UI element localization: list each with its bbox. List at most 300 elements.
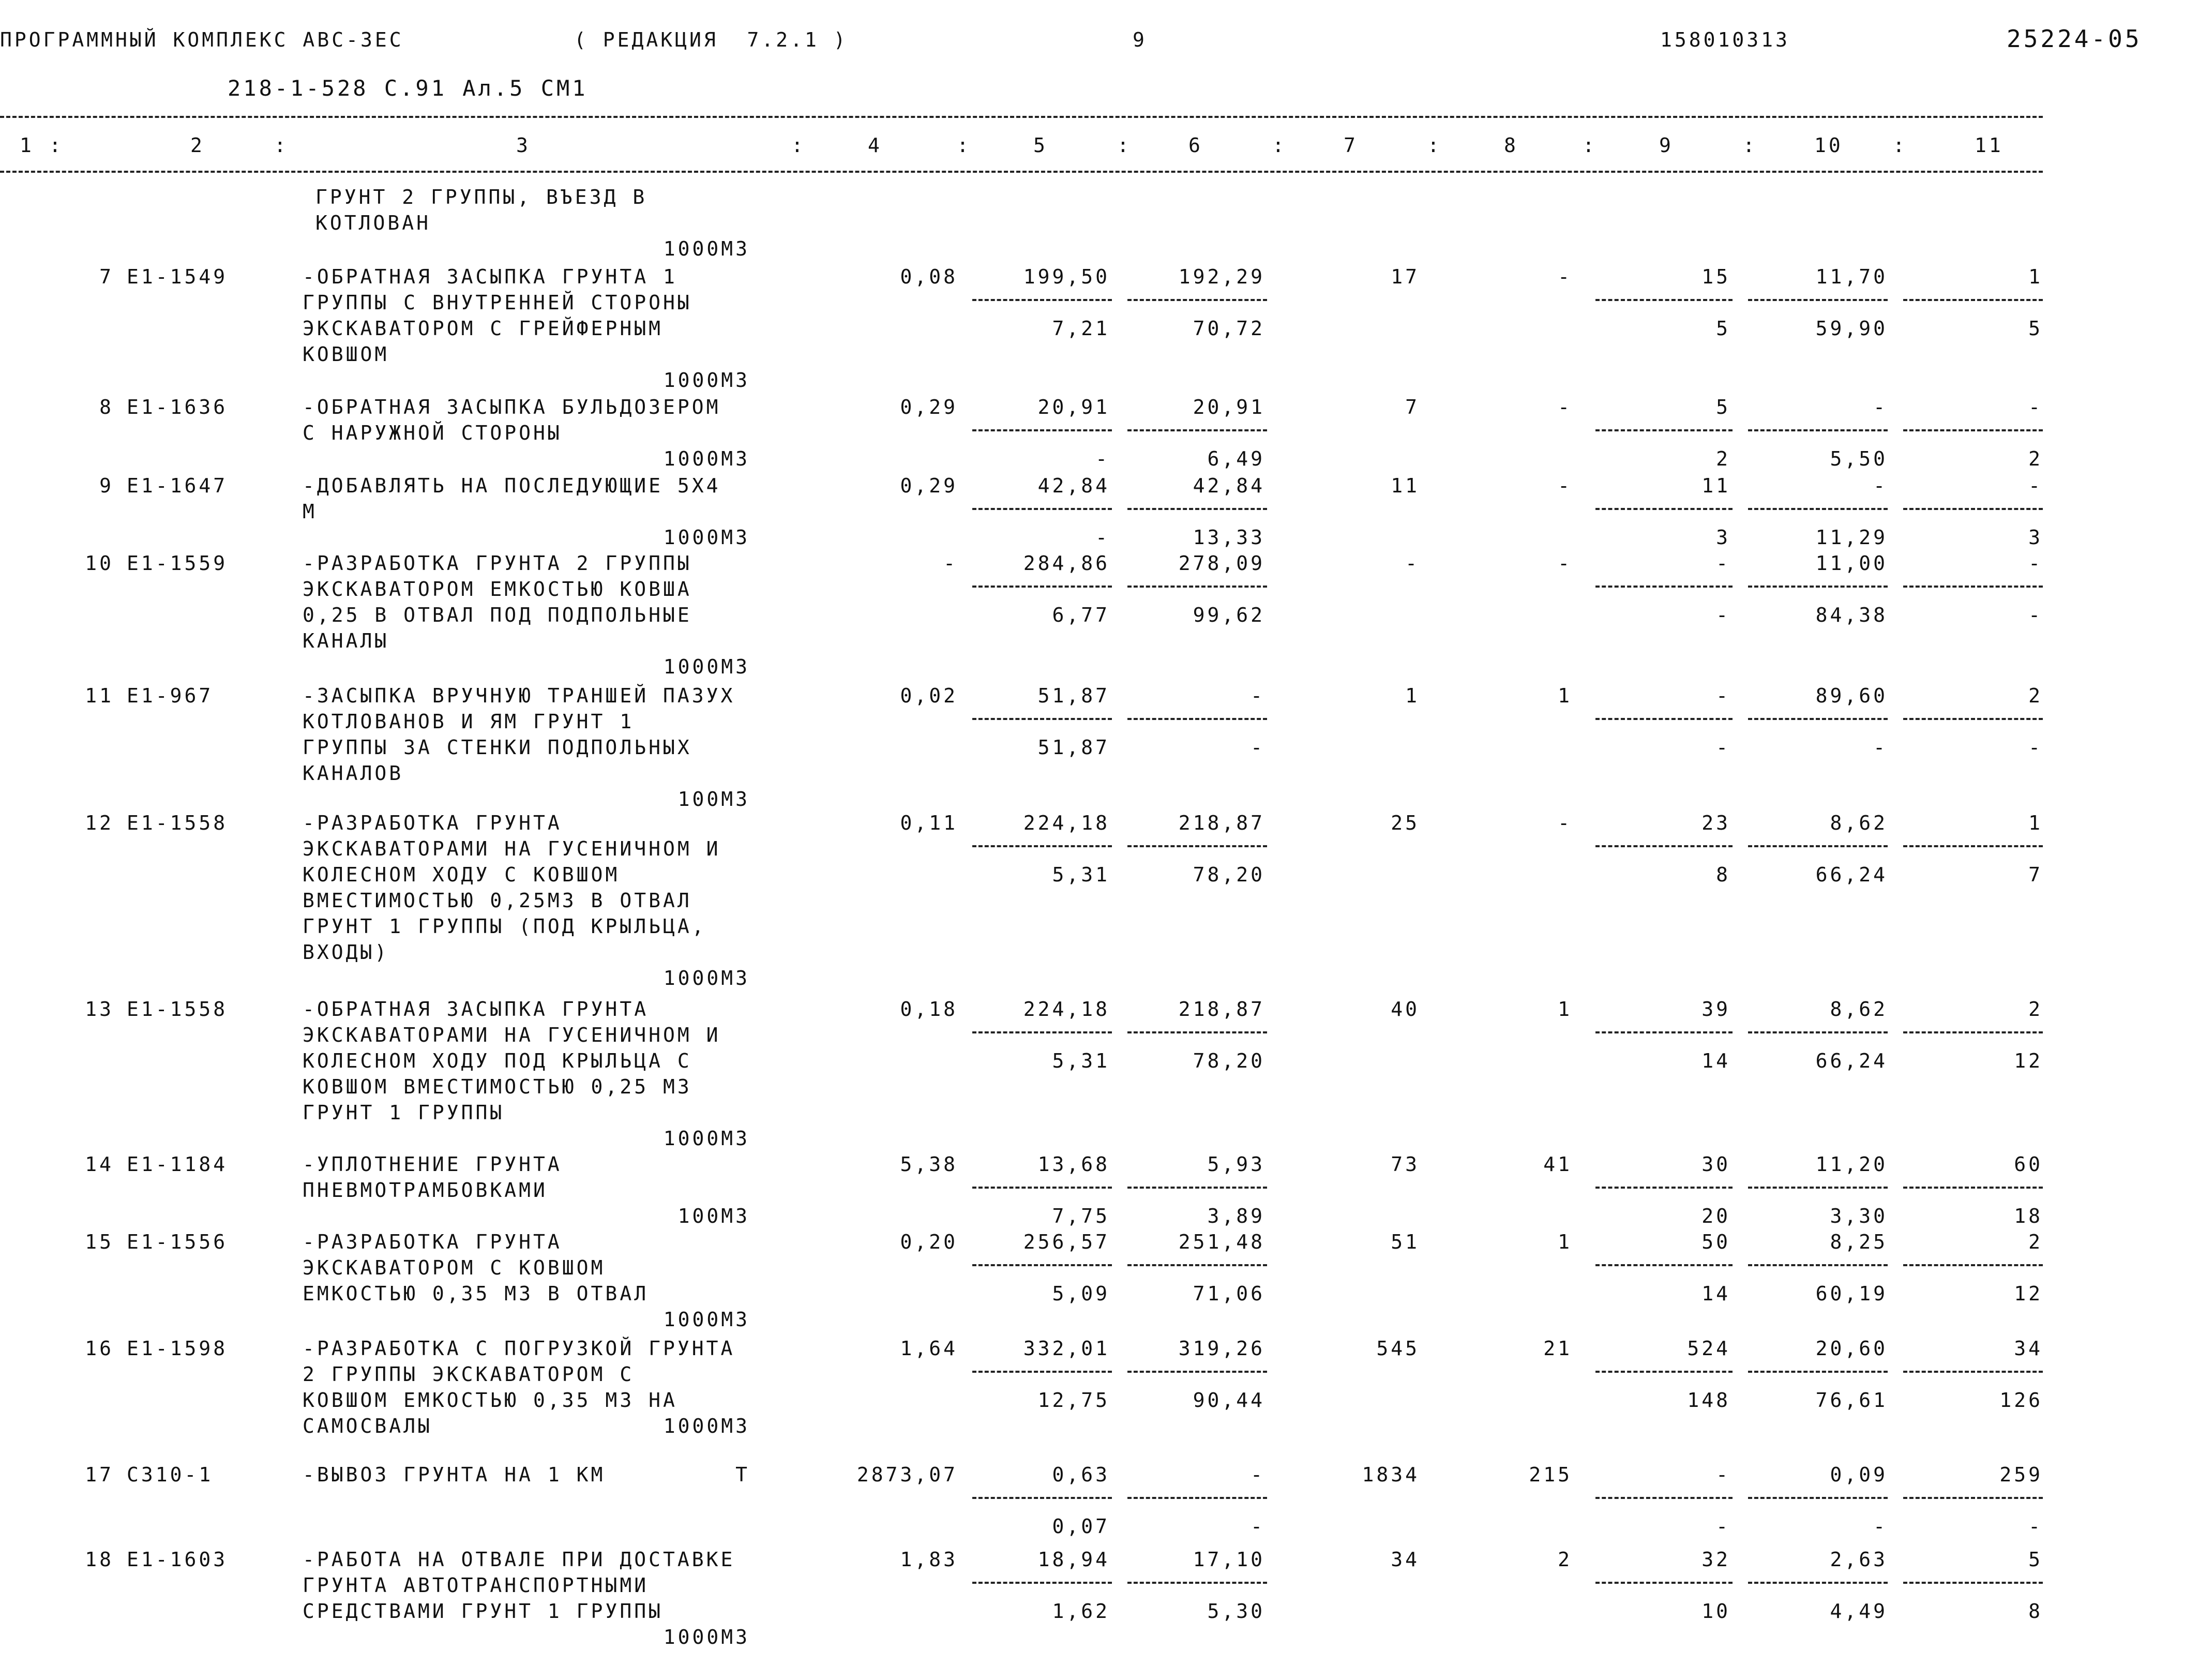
- cell-c6b: 5,30: [1207, 1600, 1265, 1623]
- cell-c11: 2: [2028, 1231, 2043, 1253]
- cell-c4: 5,38: [900, 1153, 958, 1176]
- program-title: ПРОГРАММНЫЙ КОМПЛЕКС АВС-ЗЕС: [0, 28, 404, 51]
- row-number: 18: [85, 1548, 114, 1571]
- preamble-line-2: КОТЛОВАН: [315, 212, 431, 234]
- cell-c9b: -: [1716, 1515, 1730, 1538]
- cell-c4: 2873,07: [856, 1463, 958, 1486]
- subtotal-dash: [1595, 845, 1733, 847]
- cell-c10: 8,62: [1830, 998, 1888, 1021]
- cell-c8: -: [1558, 474, 1572, 497]
- cell-c9b: 20: [1701, 1205, 1730, 1227]
- subtotal-dash: [1903, 1497, 2043, 1499]
- cell-c5b: 7,75: [1052, 1205, 1110, 1227]
- description-line: -ОБРАТНАЯ ЗАСЫПКА БУЛЬДОЗЕРОМ: [303, 396, 721, 418]
- cell-c11: -: [2028, 552, 2043, 575]
- row-number: 13: [85, 998, 114, 1021]
- cell-c7: 40: [1391, 998, 1420, 1021]
- page-number: 9: [1133, 28, 1147, 51]
- cell-c8: 21: [1543, 1337, 1572, 1360]
- cell-c6: -: [1251, 684, 1265, 707]
- cell-c11b: -: [2028, 604, 2043, 626]
- description-line: КОЛЕСНОМ ХОДУ ПОД КРЫЛЬЦА С: [303, 1049, 692, 1072]
- price-code: Е1-1603: [127, 1548, 228, 1571]
- description-line: -РАЗРАБОТКА ГРУНТА 2 ГРУППЫ: [303, 552, 692, 575]
- unit-label: 100М3: [677, 1205, 750, 1227]
- cell-c4: 0,20: [900, 1231, 958, 1253]
- cell-c11: 34: [2014, 1337, 2043, 1360]
- subtotal-dash: [1127, 845, 1267, 847]
- cell-c6: 251,48: [1178, 1231, 1265, 1253]
- cell-c10: 89,60: [1815, 684, 1888, 707]
- cell-c7: 25: [1391, 812, 1420, 834]
- description-line: КОВШОМ ВМЕСТИМОСТЬЮ 0,25 М3: [303, 1075, 692, 1098]
- subtotal-dash: [972, 586, 1112, 588]
- cell-c7: 17: [1391, 265, 1420, 288]
- description-line: ЭКСКАВАТОРОМ ЕМКОСТЬЮ КОВША: [303, 578, 692, 601]
- cell-c6b: 13,33: [1193, 526, 1265, 549]
- unit-label: Т: [735, 1463, 750, 1486]
- subtotal-dash: [1748, 429, 1888, 431]
- cell-c6: 218,87: [1178, 812, 1265, 834]
- column-header-4: 4: [868, 134, 882, 157]
- column-separator: :: [49, 134, 64, 157]
- unit-label: 1000М3: [663, 655, 750, 678]
- subtotal-dash: [1595, 1187, 1733, 1189]
- subtotal-dash: [1903, 1031, 2043, 1033]
- cell-c5: 0,63: [1052, 1463, 1110, 1486]
- cell-c9: 524: [1687, 1337, 1730, 1360]
- cell-c5: 18,94: [1037, 1548, 1110, 1571]
- description-line: ЭКСКАВАТОРАМИ НА ГУСЕНИЧНОМ И: [303, 837, 721, 860]
- description-line: -УПЛОТНЕНИЕ ГРУНТА: [303, 1153, 562, 1176]
- cell-c6b: -: [1251, 736, 1265, 759]
- row-number: 11: [85, 684, 114, 707]
- cell-c8: -: [1558, 396, 1572, 418]
- row-number: 10: [85, 552, 114, 575]
- cell-c4: 1,83: [900, 1548, 958, 1571]
- subtotal-dash: [1595, 1497, 1733, 1499]
- subtotal-dash: [1748, 1497, 1888, 1499]
- cell-c5: 332,01: [1023, 1337, 1110, 1360]
- cell-c5b: 7,21: [1052, 317, 1110, 340]
- subtotal-dash: [1748, 1187, 1888, 1189]
- header-rule-top: [0, 116, 2043, 118]
- subtotal-dash: [1748, 508, 1888, 510]
- cell-c11: 60: [2014, 1153, 2043, 1176]
- cell-c5: 199,50: [1023, 265, 1110, 288]
- unit-label: 1000М3: [663, 1415, 750, 1437]
- cell-c8: 1: [1558, 998, 1572, 1021]
- cell-c4: 0,08: [900, 265, 958, 288]
- cell-c7: 34: [1391, 1548, 1420, 1571]
- subtotal-dash: [1595, 1582, 1733, 1584]
- subtotal-dash: [972, 1187, 1112, 1189]
- cell-c11: 259: [1999, 1463, 2043, 1486]
- subtotal-dash: [972, 1031, 1112, 1033]
- cell-c10b: 5,50: [1830, 447, 1888, 470]
- cell-c11b: 126: [1999, 1389, 2043, 1412]
- subtotal-dash: [1748, 1031, 1888, 1033]
- cell-c6b: 3,89: [1207, 1205, 1265, 1227]
- cell-c11: 2: [2028, 998, 2043, 1021]
- cell-c9: -: [1716, 1463, 1730, 1486]
- subtotal-dash: [1127, 299, 1267, 301]
- description-line: С НАРУЖНОЙ СТОРОНЫ: [303, 422, 562, 444]
- price-code: Е1-967: [127, 684, 214, 707]
- column-header-9: 9: [1659, 134, 1674, 157]
- description-line: -ОБРАТНАЯ ЗАСЫПКА ГРУНТА 1: [303, 265, 677, 288]
- description-line: КОВШОМ: [303, 343, 389, 366]
- unit-label: 1000М3: [663, 1626, 750, 1648]
- price-code: Е1-1556: [127, 1231, 228, 1253]
- cell-c7: 1834: [1362, 1463, 1420, 1486]
- price-code: С310-1: [127, 1463, 214, 1486]
- cell-c5: 224,18: [1023, 998, 1110, 1021]
- subtotal-dash: [1127, 508, 1267, 510]
- column-header-3: 3: [516, 134, 531, 157]
- cell-c9: -: [1716, 684, 1730, 707]
- cell-c6b: 78,20: [1193, 1049, 1265, 1072]
- column-header-11: 11: [1975, 134, 2004, 157]
- unit-label: 100М3: [677, 788, 750, 811]
- price-code: Е1-1598: [127, 1337, 228, 1360]
- description-line: ВМЕСТИМОСТЬЮ 0,25М3 В ОТВАЛ: [303, 889, 692, 912]
- cell-c9: 30: [1701, 1153, 1730, 1176]
- cell-c11: 2: [2028, 684, 2043, 707]
- cell-c9b: 3: [1716, 526, 1730, 549]
- row-number: 12: [85, 812, 114, 834]
- description-line: -РАЗРАБОТКА ГРУНТА: [303, 812, 562, 834]
- unit-label: 1000М3: [663, 526, 750, 549]
- cell-c9: 5: [1716, 396, 1730, 418]
- cell-c4: 1,64: [900, 1337, 958, 1360]
- cell-c4: -: [943, 552, 958, 575]
- cell-c11b: 5: [2028, 317, 2043, 340]
- row-number: 17: [85, 1463, 114, 1486]
- cell-c10: 8,62: [1830, 812, 1888, 834]
- unit-label: 1000М3: [663, 369, 750, 392]
- price-code: Е1-1558: [127, 998, 228, 1021]
- column-header-2: 2: [190, 134, 205, 157]
- cell-c6: 17,10: [1193, 1548, 1265, 1571]
- price-code: Е1-1559: [127, 552, 228, 575]
- column-separator: :: [1117, 134, 1132, 157]
- subtotal-dash: [1903, 508, 2043, 510]
- cell-c5b: 12,75: [1037, 1389, 1110, 1412]
- column-header-5: 5: [1033, 134, 1048, 157]
- description-line: М: [303, 500, 317, 523]
- cell-c9b: 14: [1701, 1282, 1730, 1305]
- cell-c5b: -: [1095, 526, 1110, 549]
- cell-c6b: 90,44: [1193, 1389, 1265, 1412]
- subtotal-dash: [1595, 1264, 1733, 1266]
- cell-c10b: 66,24: [1815, 863, 1888, 886]
- subtotal-dash: [1903, 1187, 2043, 1189]
- subtotal-dash: [1127, 1264, 1267, 1266]
- subtotal-dash: [1595, 429, 1733, 431]
- price-code: Е1-1558: [127, 812, 228, 834]
- subtotal-dash: [972, 1582, 1112, 1584]
- subtotal-dash: [972, 1371, 1112, 1373]
- cell-c5b: 5,31: [1052, 863, 1110, 886]
- column-separator: :: [1893, 134, 1907, 157]
- subtotal-dash: [1748, 1371, 1888, 1373]
- document-code: 158010313: [1660, 28, 1790, 51]
- column-separator: :: [1583, 134, 1597, 157]
- cell-c5b: 0,07: [1052, 1515, 1110, 1538]
- cell-c10b: 66,24: [1815, 1049, 1888, 1072]
- row-number: 7: [99, 265, 114, 288]
- description-line: -ЗАСЫПКА ВРУЧНУЮ ТРАНШЕЙ ПАЗУХ: [303, 684, 735, 707]
- description-line: 0,25 В ОТВАЛ ПОД ПОДПОЛЬНЫЕ: [303, 604, 692, 626]
- header-rule-bottom: [0, 171, 2043, 173]
- price-code: Е1-1184: [127, 1153, 228, 1176]
- cell-c9: 32: [1701, 1548, 1730, 1571]
- cell-c9b: 14: [1701, 1049, 1730, 1072]
- description-line: САМОСВАЛЫ: [303, 1415, 432, 1437]
- cell-c11b: 18: [2014, 1205, 2043, 1227]
- cell-c11b: 8: [2028, 1600, 2043, 1623]
- cell-c7: 11: [1391, 474, 1420, 497]
- cell-c11b: 12: [2014, 1282, 2043, 1305]
- cell-c9: 11: [1701, 474, 1730, 497]
- cell-c10b: 4,49: [1830, 1600, 1888, 1623]
- cell-c9: 50: [1701, 1231, 1730, 1253]
- description-line: -ВЫВОЗ ГРУНТА НА 1 КМ: [303, 1463, 606, 1486]
- cell-c8: 1: [1558, 1231, 1572, 1253]
- cell-c6b: -: [1251, 1515, 1265, 1538]
- cell-c6b: 6,49: [1207, 447, 1265, 470]
- cell-c11b: 7: [2028, 863, 2043, 886]
- cell-c10: 20,60: [1815, 1337, 1888, 1360]
- column-header-1: 1: [20, 134, 34, 157]
- cell-c9: 23: [1701, 812, 1730, 834]
- cell-c6b: 99,62: [1193, 604, 1265, 626]
- cell-c6: -: [1251, 1463, 1265, 1486]
- cell-c9b: 10: [1701, 1600, 1730, 1623]
- subtotal-dash: [1595, 1031, 1733, 1033]
- subtotal-dash: [1748, 845, 1888, 847]
- cell-c8: 41: [1543, 1153, 1572, 1176]
- subtotal-dash: [1127, 1031, 1267, 1033]
- cell-c10b: 76,61: [1815, 1389, 1888, 1412]
- cell-c11b: 3: [2028, 526, 2043, 549]
- subtotal-dash: [972, 1264, 1112, 1266]
- column-separator: :: [274, 134, 289, 157]
- cell-c10b: 59,90: [1815, 317, 1888, 340]
- cell-c9b: 148: [1687, 1389, 1730, 1412]
- description-line: КОЛЕСНОМ ХОДУ С КОВШОМ: [303, 863, 620, 886]
- cell-c6: 20,91: [1193, 396, 1265, 418]
- cell-c5: 256,57: [1023, 1231, 1110, 1253]
- cell-c9b: 2: [1716, 447, 1730, 470]
- cell-c10b: -: [1873, 1515, 1888, 1538]
- cell-c10: 8,25: [1830, 1231, 1888, 1253]
- description-line: ЕМКОСТЬЮ 0,35 М3 В ОТВАЛ: [303, 1282, 649, 1305]
- row-number: 15: [85, 1231, 114, 1253]
- description-line: ГРУППЫ ЗА СТЕНКИ ПОДПОЛЬНЫХ: [303, 736, 692, 759]
- description-line: КАНАЛОВ: [303, 762, 404, 785]
- column-header-10: 10: [1814, 134, 1843, 157]
- subtotal-dash: [1748, 299, 1888, 301]
- description-line: -ДОБАВЛЯТЬ НА ПОСЛЕДУЮЩИЕ 5Х4: [303, 474, 721, 497]
- cell-c5b: 6,77: [1052, 604, 1110, 626]
- description-line: -РАЗРАБОТКА С ПОГРУЗКОЙ ГРУНТА: [303, 1337, 735, 1360]
- description-line: 2 ГРУППЫ ЭКСКАВАТОРОМ С: [303, 1363, 635, 1386]
- row-number: 9: [99, 474, 114, 497]
- subtotal-dash: [1903, 1371, 2043, 1373]
- description-line: СРЕДСТВАМИ ГРУНТ 1 ГРУППЫ: [303, 1600, 663, 1623]
- cell-c6: 192,29: [1178, 265, 1265, 288]
- subtotal-dash: [1903, 429, 2043, 431]
- cell-c10: -: [1873, 396, 1888, 418]
- cell-c6: 42,84: [1193, 474, 1265, 497]
- cell-c10: 0,09: [1830, 1463, 1888, 1486]
- column-header-7: 7: [1344, 134, 1358, 157]
- cell-c5: 42,84: [1037, 474, 1110, 497]
- subheader: 218-1-528 С.91 Ал.5 СМ1: [228, 76, 588, 101]
- subtotal-dash: [1903, 586, 2043, 588]
- unit-label: 1000М3: [663, 967, 750, 989]
- subtotal-dash: [1127, 718, 1267, 720]
- cell-c11b: -: [2028, 1515, 2043, 1538]
- edition-label: ( РЕДАКЦИЯ 7.2.1 ): [574, 28, 848, 51]
- cell-c9b: 8: [1716, 863, 1730, 886]
- cell-c6: 218,87: [1178, 998, 1265, 1021]
- cell-c5: 224,18: [1023, 812, 1110, 834]
- description-line: ВХОДЫ): [303, 941, 389, 964]
- subtotal-dash: [1595, 508, 1733, 510]
- cell-c9b: -: [1716, 736, 1730, 759]
- cell-c11b: 12: [2014, 1049, 2043, 1072]
- cell-c9b: 5: [1716, 317, 1730, 340]
- cell-c10: 11,70: [1815, 265, 1888, 288]
- cell-c8: -: [1558, 812, 1572, 834]
- description-line: ПНЕВМОТРАМБОВКАМИ: [303, 1179, 548, 1202]
- cell-c7: 51: [1391, 1231, 1420, 1253]
- description-line: ЭКСКАВАТОРОМ С ГРЕЙФЕРНЫМ: [303, 317, 663, 340]
- subtotal-dash: [1903, 845, 2043, 847]
- subtotal-dash: [972, 299, 1112, 301]
- column-separator: :: [791, 134, 806, 157]
- subtotal-dash: [1127, 1582, 1267, 1584]
- cell-c5b: 5,31: [1052, 1049, 1110, 1072]
- subtotal-dash: [1595, 1371, 1733, 1373]
- cell-c9: -: [1716, 552, 1730, 575]
- cell-c4: 0,02: [900, 684, 958, 707]
- cell-c10b: 3,30: [1830, 1205, 1888, 1227]
- subtotal-dash: [1903, 299, 2043, 301]
- subtotal-dash: [1127, 429, 1267, 431]
- cell-c10b: 84,38: [1815, 604, 1888, 626]
- cell-c11b: -: [2028, 736, 2043, 759]
- description-line: КАНАЛЫ: [303, 629, 389, 652]
- cell-c5b: 5,09: [1052, 1282, 1110, 1305]
- description-line: -РАБОТА НА ОТВАЛЕ ПРИ ДОСТАВКЕ: [303, 1548, 735, 1571]
- column-separator: :: [1272, 134, 1287, 157]
- cell-c5b: 51,87: [1037, 736, 1110, 759]
- description-line: ГРУНТ 1 ГРУППЫ: [303, 1101, 505, 1124]
- subtotal-dash: [1595, 718, 1733, 720]
- cell-c11: 1: [2028, 812, 2043, 834]
- cell-c9: 39: [1701, 998, 1730, 1021]
- description-line: -ОБРАТНАЯ ЗАСЫПКА ГРУНТА: [303, 998, 649, 1021]
- cell-c5: 13,68: [1037, 1153, 1110, 1176]
- cell-c4: 0,29: [900, 396, 958, 418]
- subtotal-dash: [1748, 1264, 1888, 1266]
- preamble-line-1: ГРУНТ 2 ГРУППЫ, ВЪЕЗД В: [315, 186, 647, 208]
- description-line: -РАЗРАБОТКА ГРУНТА: [303, 1231, 562, 1253]
- subtotal-dash: [1748, 1582, 1888, 1584]
- description-line: КОТЛОВАНОВ И ЯМ ГРУНТ 1: [303, 710, 635, 733]
- cell-c6: 5,93: [1207, 1153, 1265, 1176]
- row-number: 16: [85, 1337, 114, 1360]
- cell-c5b: 1,62: [1052, 1600, 1110, 1623]
- subtotal-dash: [972, 845, 1112, 847]
- cell-c4: 0,18: [900, 998, 958, 1021]
- subtotal-dash: [972, 508, 1112, 510]
- cell-c6b: 71,06: [1193, 1282, 1265, 1305]
- subtotal-dash: [1127, 586, 1267, 588]
- row-number: 14: [85, 1153, 114, 1176]
- cell-c11: 5: [2028, 1548, 2043, 1571]
- column-header-8: 8: [1504, 134, 1518, 157]
- cell-c11: 1: [2028, 265, 2043, 288]
- price-code: Е1-1647: [127, 474, 228, 497]
- cell-c4: 0,29: [900, 474, 958, 497]
- cell-c11: -: [2028, 474, 2043, 497]
- cell-c8: 1: [1558, 684, 1572, 707]
- description-line: КОВШОМ ЕМКОСТЬЮ 0,35 М3 НА: [303, 1389, 677, 1412]
- cell-c8: -: [1558, 552, 1572, 575]
- cell-c10b: 11,29: [1815, 526, 1888, 549]
- cell-c10b: -: [1873, 736, 1888, 759]
- cell-c5: 51,87: [1037, 684, 1110, 707]
- price-code: Е1-1636: [127, 396, 228, 418]
- cell-c5: 284,86: [1023, 552, 1110, 575]
- subtotal-dash: [1595, 586, 1733, 588]
- subtotal-dash: [1748, 718, 1888, 720]
- cell-c7: 545: [1376, 1337, 1420, 1360]
- subtotal-dash: [1127, 1187, 1267, 1189]
- cell-c6b: 70,72: [1193, 317, 1265, 340]
- cell-c6b: 78,20: [1193, 863, 1265, 886]
- cell-c4: 0,11: [900, 812, 958, 834]
- unit-label: 1000М3: [663, 1127, 750, 1150]
- column-separator: :: [957, 134, 971, 157]
- column-separator: :: [1743, 134, 1757, 157]
- cell-c8: 215: [1529, 1463, 1572, 1486]
- unit-label: 1000М3: [663, 447, 750, 470]
- cell-c10: 2,63: [1830, 1548, 1888, 1571]
- price-code: Е1-1549: [127, 265, 228, 288]
- cell-c9b: -: [1716, 604, 1730, 626]
- cell-c11b: 2: [2028, 447, 2043, 470]
- cell-c7: -: [1405, 552, 1420, 575]
- subtotal-dash: [1595, 299, 1733, 301]
- subtotal-dash: [1903, 1264, 2043, 1266]
- cell-c7: 1: [1405, 684, 1420, 707]
- cell-c6: 278,09: [1178, 552, 1265, 575]
- unit-label: 1000М3: [663, 1308, 750, 1331]
- subtotal-dash: [972, 1497, 1112, 1499]
- description-line: ГРУНТА АВТОТРАНСПОРТНЫМИ: [303, 1574, 649, 1597]
- cell-c6: 319,26: [1178, 1337, 1265, 1360]
- cell-c11: -: [2028, 396, 2043, 418]
- cell-c5: 20,91: [1037, 396, 1110, 418]
- cell-c7: 73: [1391, 1153, 1420, 1176]
- description-line: ГРУНТ 1 ГРУППЫ (ПОД КРЫЛЬЦА,: [303, 915, 706, 938]
